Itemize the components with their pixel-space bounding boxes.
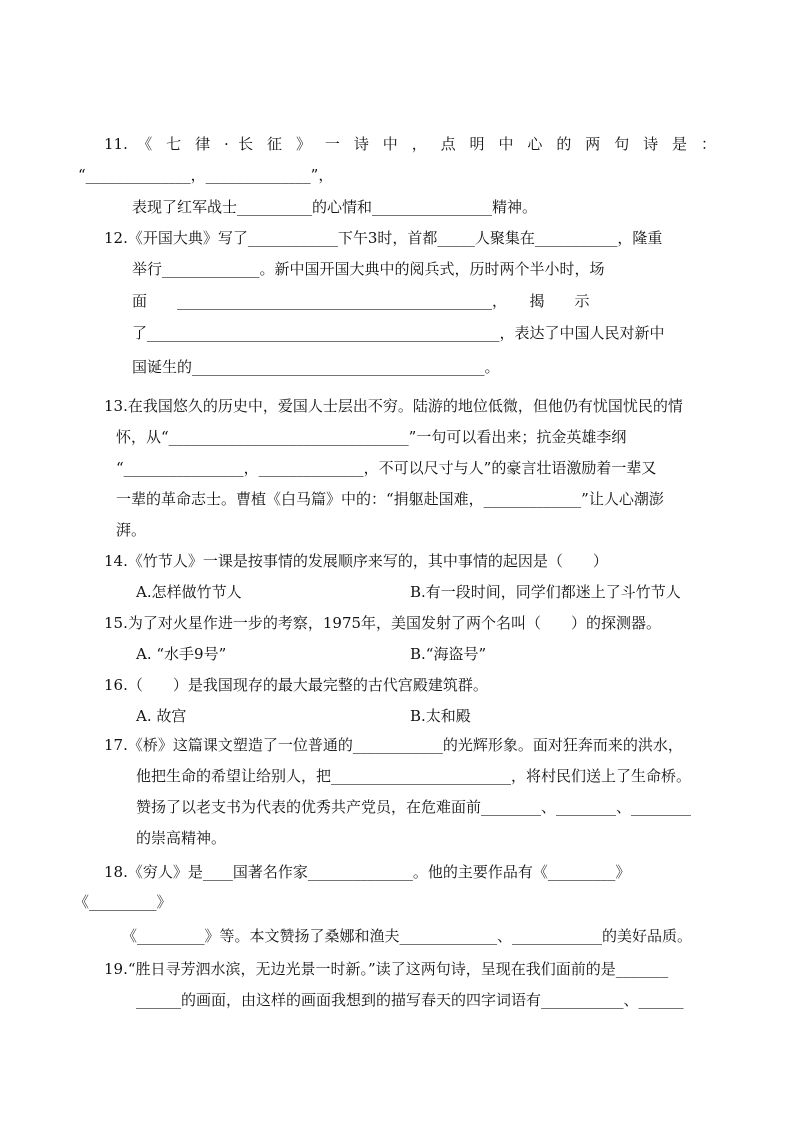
- q11-line-2: “______________，______________”，: [78, 166, 334, 184]
- q15-stem: 15.为了对火星作进一步的考察，1975年，美国发射了两个名叫（ ）的探测器。: [104, 614, 662, 632]
- q15-option-b: B.“海盗号”: [410, 645, 487, 663]
- q12-line-2: 举行_____________。新中国开国大典中的阅兵式，历时两个半小时，场: [132, 260, 605, 278]
- q17-line-4: 的崇高精神。: [136, 829, 227, 847]
- q13-line-4: 一辈的革命志士。曹植《白马篇》中的：“捐躯赴国难，_____________”让人心潮澎: [116, 490, 664, 508]
- q15-option-a: A. “水手9号”: [136, 645, 227, 663]
- q12-line-1: 12.《开国大典》写了____________下午3时，首都_____人聚集在___________，隆重: [104, 229, 663, 247]
- q12-line-3: 面 __________________________________________， 揭 示: [132, 292, 590, 310]
- q14-stem: 14.《竹节人》一课是按事情的发展顺序来写的，其中事情的起因是（ ）: [104, 552, 608, 570]
- q19-line-1: 19.“胜日寻芳泗水滨，无边光景一时新。”读了这两句诗，呈现在我们面前的是_______: [104, 960, 669, 978]
- q18-line-3: 《_________》等。本文赞扬了桑娜和渔夫_____________、____________的美好品质。: [122, 927, 693, 945]
- q12-line-5: 国诞生的_______________________________________。: [132, 358, 500, 376]
- q13-line-1: 13.在我国悠久的历史中，爱国人士层出不穷。陆游的地位低微，但他仍有忧国忧民的情: [104, 397, 683, 415]
- q16-option-b: B.太和殿: [410, 707, 471, 725]
- q17-line-2: 他把生命的希望让给别人，把________________________，将村民们送上了生命桥。: [136, 767, 692, 785]
- q13-line-3: “________________，______________，不可以尺寸与人”的豪言壮语激励着一辈又: [116, 459, 657, 477]
- q14-option-b: B.有一段时间，同学们都迷上了斗竹节人: [410, 583, 681, 601]
- q17-line-1: 17.《桥》这篇课文塑造了一位普通的____________的光辉形象。面对狂奔而来的洪水，: [104, 736, 683, 754]
- q14-option-a: A.怎样做竹节人: [136, 583, 242, 601]
- q18-line-1: 18.《穷人》是____国著名作家______________。他的主要作品有《_________》: [104, 863, 631, 881]
- q17-line-3: 赞扬了以老支书为代表的优秀共产党员，在危难面前________、________、________: [136, 798, 692, 816]
- q16-option-a: A. 故宫: [136, 707, 187, 725]
- q19-line-2: ______的画面，由这样的画面我想到的描写春天的四字词语有___________、______: [136, 991, 684, 1009]
- q16-stem: 16.（ ）是我国现存的最大最完整的古代宫殿建筑群。: [104, 676, 488, 694]
- q11-line-3: 表现了红军战士__________的心情和________________精神。: [132, 198, 538, 216]
- q11-line-1: 11. 《 七 律 · 长 征 》 一 诗 中 ， 点 明 中 心 的 两 句 诗 是 ：: [104, 135, 716, 153]
- q13-line-2: 怀，从“________________________________”一句可以看出来；抗金英雄李纲: [116, 428, 627, 446]
- q18-line-2: 《_________》: [74, 893, 172, 911]
- q13-line-5: 湃。: [116, 521, 147, 539]
- q12-line-4: 了_______________________________________________，表达了中国人民对新中: [132, 324, 665, 342]
